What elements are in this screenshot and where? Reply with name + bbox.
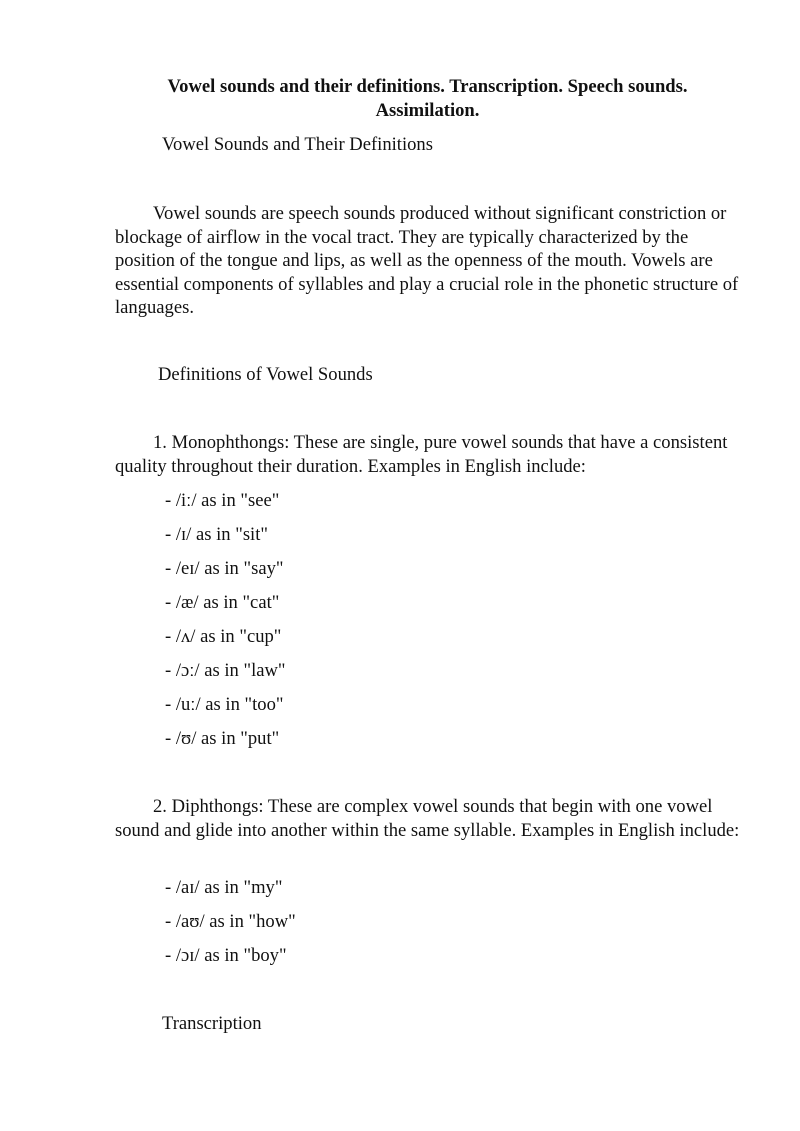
monophthongs-paragraph: 1. Monophthongs: These are single, pure vowel sounds that have a consistent quality throughout their duration. Examples in English include:: [115, 432, 728, 477]
diphthongs-paragraph: 2. Diphthongs: These are complex vowel sounds that begin with one vowel sound and glide into another within the same syllable. Examples in English include:: [115, 796, 740, 841]
list-item: - /iː/ as in "see": [165, 490, 280, 511]
list-item: - /aʊ/ as in "how": [165, 911, 296, 932]
list-item: - /ʌ/ as in "cup": [165, 626, 282, 647]
list-item: - /aɪ/ as in "my": [165, 877, 283, 898]
list-item: - /æ/ as in "cat": [165, 592, 280, 613]
list-item: - /ʊ/ as in "put": [165, 728, 280, 749]
list-item: - /uː/ as in "too": [165, 694, 284, 715]
list-item: - /ɔː/ as in "law": [165, 660, 286, 681]
list-item: - /eɪ/ as in "say": [165, 558, 284, 579]
section-heading: Vowel Sounds and Their Definitions: [162, 134, 433, 155]
document-title: Vowel sounds and their definitions. Transcription. Speech sounds. Assimilation.: [167, 76, 688, 121]
intro-paragraph: Vowel sounds are speech sounds produced without significant constriction or blockage of airflow in the vocal tract. They are typically characterized by the position of the tongue and lips, as well as the openness of the mouth. Vowels are essential components of syllables and play a crucial role in the phonetic structure of languages.: [115, 203, 739, 318]
list-item: - /ɔɪ/ as in "boy": [165, 945, 287, 966]
list-item: - /ɪ/ as in "sit": [165, 524, 268, 545]
transcription-heading: Transcription: [162, 1013, 262, 1034]
definitions-heading: Definitions of Vowel Sounds: [158, 364, 373, 385]
